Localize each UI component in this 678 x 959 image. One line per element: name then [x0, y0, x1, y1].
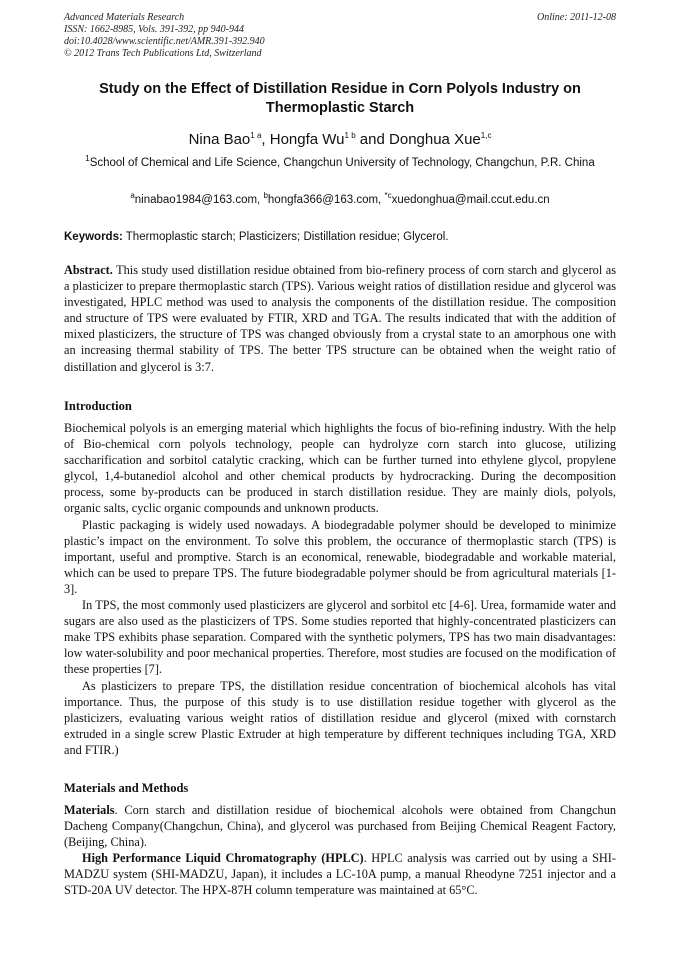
paragraph: Biochemical polyols is an emerging material which highlights the focus of bio-refining industry. With the help of Bio-chemical corn polyols technology, people can hydrolyze corn starch into glucose, utilizing saccharification and sorbitol catalytic cracking, which can be further turned into ethylene glycol, propylene glycol, 1,4-butanediol alcohol and other chemical products by hydrocracking. During the decomposition process, some by-products can be produced in starch distillation residue. They are mainly diols, polyols, organic salts, cyclic organic compounds and unknown products. [64, 421, 616, 516]
author-superscript: 1 b [344, 131, 356, 140]
email-superscript: *c [384, 191, 392, 201]
introduction-body [64, 420, 616, 758]
author-list [40, 131, 640, 149]
email-address: ninabao1984@163.com, [134, 194, 264, 206]
issn-line: ISSN: 1662-8985, Vols. 391-392, pp 940-944 [64, 24, 244, 35]
author-superscript: 1,c [480, 131, 492, 140]
journal-header [64, 12, 616, 60]
keywords-label: Keywords: [64, 231, 123, 243]
abstract [64, 262, 616, 375]
author-separator: , [261, 131, 270, 148]
email-superscript: a [130, 191, 135, 201]
email-address: xuedonghua@mail.ccut.edu.cn [391, 194, 550, 206]
paragraph: As plasticizers to prepare TPS, the distillation residue concentration of biochemical alcohols has vital importance. Thus, the purpose of this study is to use distillation residue together with glycerol as the plasticizers, evaluating various weight ratios of distillation residue and glycerol (mixed with cornstarch extruded in a single screw Plastic Extruder at high temperature by different techniques including TGA, XRD and FTIR.) [64, 678, 616, 757]
journal-name: Advanced Materials Research [64, 12, 185, 23]
affiliation-superscript: 1 [85, 154, 90, 164]
abstract-text: This study used distillation residue obtained from bio-refinery process of corn starch and glycerol as a plasticizer to prepare thermoplastic starch (TPS). Various weight ratios of distillation residue and glycerol was investigated, HPLC method was used to analysis the components of the distillation residue. The composition and structure of TPS were evaluated by FTIR, XRD and TGA. The results indicated that with the addition of mixed plasticizers, the structure of TPS was changed obviously from a crystal state to an amorphous one with an increasing thermal stability of TPS. The better TPS structure can be obtained when the weight ratio of distillation and glycerol is 3:7. [64, 263, 616, 374]
keywords-text: Thermoplastic starch; Plasticizers; Distillation residue; Glycerol. [122, 231, 449, 243]
abstract-label: Abstract. [64, 263, 113, 277]
email-superscript: b [263, 191, 268, 201]
paragraph [64, 850, 616, 898]
paragraph: Plastic packaging is widely used nowadays. A biodegradable polymer should be developed to minimize plastic’s impact on the environment. To solve this problem, the occurance of thermoplastic starch (TPS) is important, useful and promptive. Starch is an economical, renewable, biodegradable and workable material, which can be used to prepare TPS. The future biodegradable polymer should be from agricultural materials [1-3]. [64, 517, 616, 596]
paragraph [64, 802, 616, 850]
email-list [40, 192, 640, 208]
paper-title: Study on the Effect of Distillation Residue in Corn Polyols Industry on Thermoplastic Starch [99, 81, 581, 116]
materials-methods-body [64, 802, 616, 899]
materials-label: Materials [64, 803, 115, 817]
keywords [64, 229, 616, 245]
author-name: Hongfa Wu [269, 131, 345, 148]
hplc-label: High Performance Liquid Chromatography (HPLC) [82, 851, 364, 866]
online-date: Online: 2011-12-08 [537, 12, 616, 23]
hplc-text: . HPLC analysis was carried out by using a SHI-MADZU system (SHI-MADZU, Japan), it includes a LC-10A pump, a manual Rheodyne 7251 injector and a STD-20A UV detector. The HPX-87H column temperature was maintained at 65°C. [64, 851, 616, 898]
paragraph: In TPS, the most commonly used plasticizers are glycerol and sorbitol etc [4-6]. Urea, formamide water and sugars are also used as the plasticizers of TPS. Some studies reported that highly-concentrated plasticizers can make TPS exhibits phase separation. Compared with the synthetic polymers, TPS has two main disadvantages: low water-solubility and poor mechanical properties. Therefore, most studies are focused on the modification of these properties [7]. [64, 598, 616, 677]
author-name: Donghua Xue [389, 131, 481, 148]
author-name: Nina Bao [188, 131, 251, 148]
copyright-line: © 2012 Trans Tech Publications Ltd, Switzerland [64, 48, 262, 59]
affiliation [64, 155, 616, 171]
author-separator: and [355, 131, 390, 148]
email-address: hongfa366@163.com, [267, 194, 385, 206]
materials-methods-heading: Materials and Methods [64, 781, 189, 795]
affiliation-text: School of Chemical and Life Science, Changchun University of Technology, Changchun, P.R. China [89, 157, 595, 169]
introduction-heading: Introduction [64, 399, 132, 413]
doi-line: doi:10.4028/www.scientific.net/AMR.391-392.940 [64, 36, 265, 47]
author-superscript: 1 a [250, 131, 262, 140]
materials-text: . Corn starch and distillation residue of biochemical alcohols were obtained from Changchun Dacheng Company(Changchun, China), and glycerol was purchased from Beijing Chemical Reagent Factory, (Beijing, China). [64, 803, 616, 850]
